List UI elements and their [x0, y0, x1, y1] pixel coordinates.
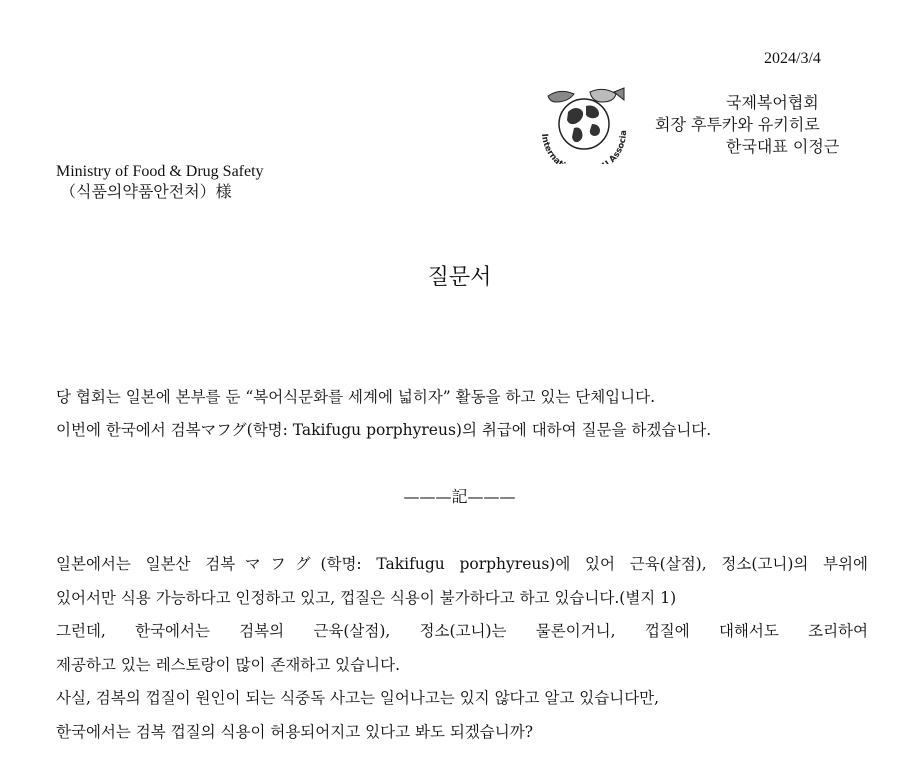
intro-paragraph	[56, 381, 868, 447]
svg-text:International FUGU Association: Interna Associa	[539, 129, 630, 164]
sender-chairman: 회장 후투카와 유키히로	[655, 115, 820, 134]
intro-line: 이번에 한국에서 검복マフグ(학명: Takifugu porphyreus)의 취급에 대하여 질문을 하겠습니다.	[56, 421, 712, 439]
fugu-association-logo	[530, 84, 636, 164]
recipient-subtitle: （식품의약품안전처）様	[60, 182, 232, 201]
body-line: 한국에서는 검복 껍질의 식용이 허용되어지고 있다고 봐도 되겠습니까?	[56, 722, 534, 741]
sender-organization: 국제복어협회	[726, 93, 819, 112]
body-paragraph	[56, 548, 868, 749]
ki-separator: ———記———	[403, 487, 516, 506]
body-line: 제공하고 있는 레스토랑이 많이 존재하고 있습니다.	[56, 655, 400, 674]
document-title: 질문서	[427, 265, 492, 290]
intro-line: 당 협회는 일본에 본부를 둔 “복어식문화를 세계에 넓히자” 활동을 하고 있는 단체입니다.	[56, 388, 656, 406]
logo-graphic	[530, 84, 636, 164]
recipient-name: Ministry of Food & Drug Safety	[56, 163, 264, 180]
document-date: 2024/3/4	[764, 50, 821, 67]
recipient-block	[56, 162, 264, 202]
sender-block	[655, 92, 839, 158]
body-line: 그런데, 한국에서는 검복의 근육(살점), 정소(고니)는 물론이거니, 껍질에 대해서도 조리하여	[56, 622, 868, 640]
body-line: 사실, 검복의 껍질이 원인이 되는 식중독 사고는 일어나고는 있지 않다고 알고 있습니다만,	[56, 689, 660, 707]
sender-korea-representative: 한국대표 이정근	[726, 137, 840, 156]
body-line: 있어서만 식용 가능하다고 인정하고 있고, 껍질은 식용이 불가하다고 하고 있습니다.(별지 1)	[56, 588, 677, 607]
body-line: 일본에서는 일본산 검복マフグ(학명: Takifugu porphyreus)에 있어 근육(살점), 정소(고니)의 부위에	[56, 555, 868, 573]
